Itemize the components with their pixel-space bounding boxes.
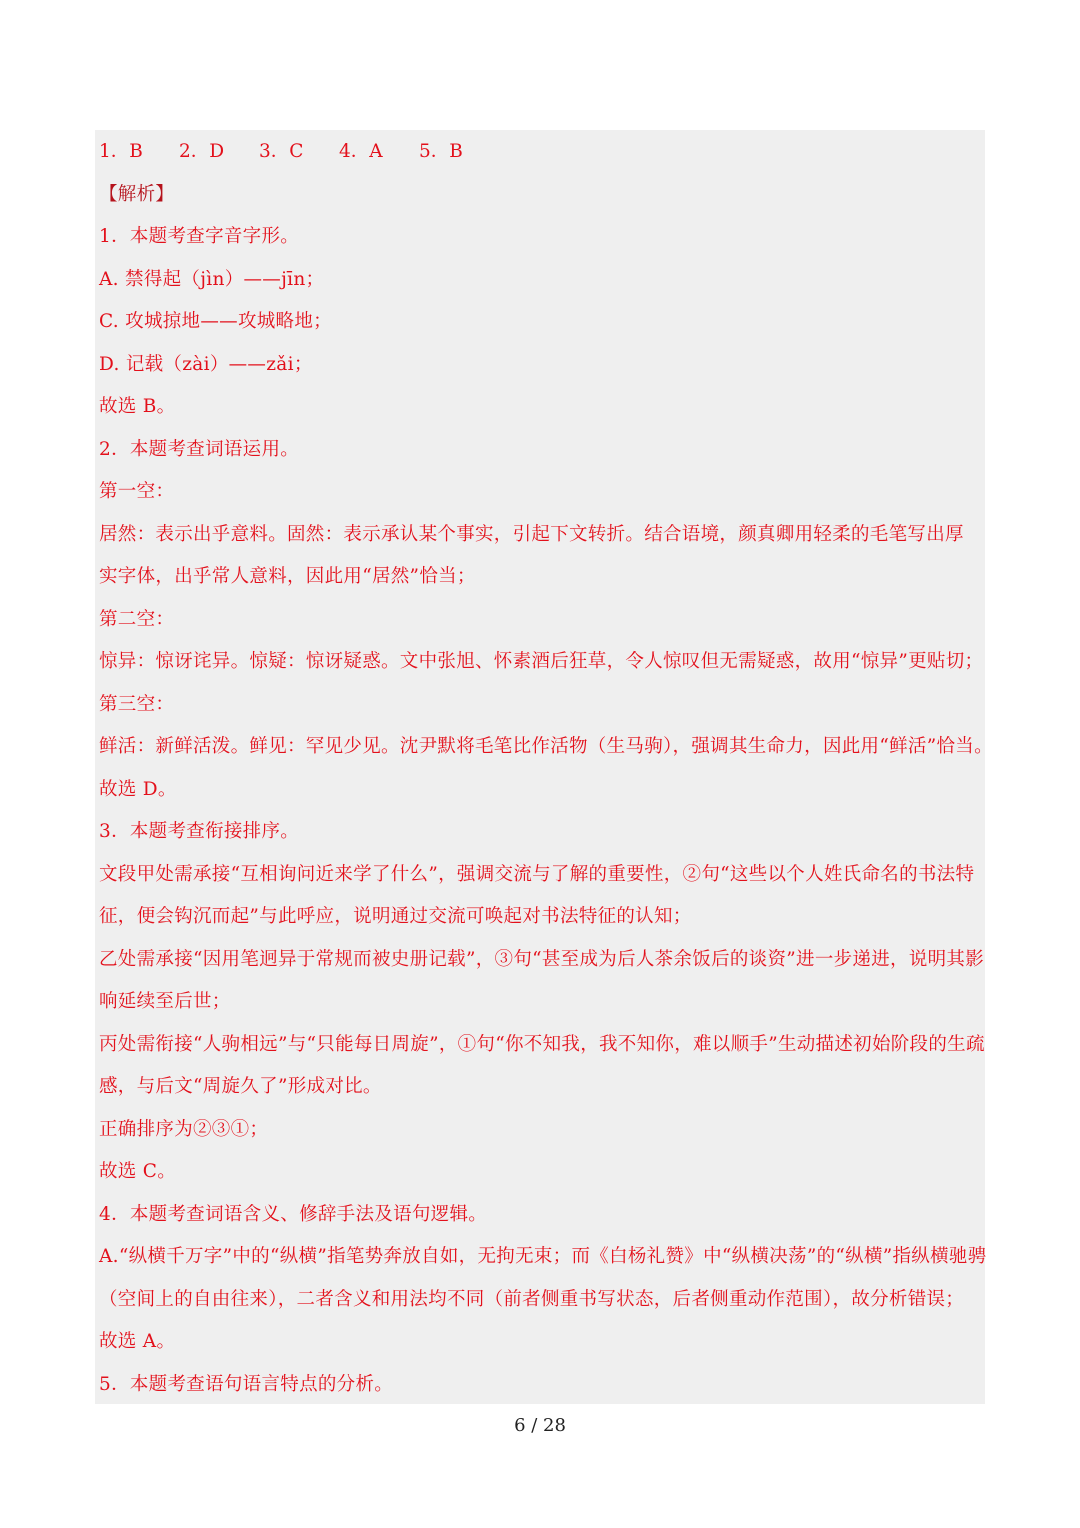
analysis-line: （空间上的自由往来），二者含义和用法均不同（前者侧重书写状态，后者侧重动作范围），故分析错误； [99,1289,965,1310]
analysis-heading: 【解析】 [99,184,175,205]
analysis-line: 文段甲处需承接“互相询问近来学了什么”，强调交流与了解的重要性，②句“这些以个人姓氏命名的书法特 [99,864,975,885]
analysis-line: 鲜活：新鲜活泼。鲜见：罕见少见。沈尹默将毛笔比作活物（生马驹），强调其生命力，因此用“鲜活”恰当。 [99,736,993,757]
answer-5: 5．B [419,141,463,162]
analysis-line: 惊异：惊讶诧异。惊疑：惊讶疑惑。文中张旭、怀素酒后狂草，令人惊叹但无需疑惑，故用“惊异”更贴切； [99,651,984,672]
analysis-line: 故选 B。 [99,396,176,417]
analysis-line: 3．本题考查衔接排序。 [99,821,300,842]
analysis-line: 实字体，出乎常人意料，因此用“居然”恰当； [99,566,476,587]
analysis-line: 正确排序为②③①； [99,1119,269,1140]
analysis-line: 乙处需承接“因用笔迥异于常规而被史册记载”，③句“甚至成为后人茶余饭后的谈资”进一步递进，说明其影 [99,949,985,970]
analysis-line: 2．本题考查词语运用。 [99,439,300,460]
analysis-line: A.“纵横千万字”中的“纵横”指笔势奔放自如，无拘无束；而《白杨礼赞》中“纵横决荡”的“纵横”指纵横驰骋 [99,1246,987,1267]
answer-1: 1．B [99,141,143,162]
page-number: 6 / 28 [514,1415,566,1436]
analysis-line: 4．本题考查词语含义、修辞手法及语句逻辑。 [99,1204,488,1225]
answer-3: 3．C [259,141,304,162]
analysis-line: 1．本题考查字音字形。 [99,226,300,247]
analysis-line: A. 禁得起（jìn）——jīn； [99,269,325,290]
analysis-line: 第三空： [99,694,175,715]
analysis-line: 感，与后文“周旋久了”形成对比。 [99,1076,382,1097]
analysis-line: 5．本题考查语句语言特点的分析。 [99,1374,394,1395]
analysis-line: 居然：表示出乎意料。固然：表示承认某个事实，引起下文转折。结合语境，颜真卿用轻柔的毛笔写出厚 [99,524,964,545]
analysis-line: 征，便会钩沉而起”与此呼应，说明通过交流可唤起对书法特征的认知； [99,906,692,927]
analysis-line: 故选 C。 [99,1161,177,1182]
analysis-line: 第二空： [99,609,175,630]
analysis-line: C. 攻城掠地——攻城略地； [99,311,332,332]
answer-2: 2．D [179,141,225,162]
analysis-line: D. 记载（zài）——zǎi； [99,354,313,375]
analysis-line: 故选 D。 [99,779,177,800]
analysis-line: 丙处需衔接“人驹相远”与“只能每日周旋”，①句“你不知我，我不知你，难以顺手”生动描述初始阶段的生疏 [99,1034,985,1055]
analysis-line: 故选 A。 [99,1331,176,1352]
analysis-line: 响延续至后世； [99,991,231,1012]
answer-4: 4．A [339,141,383,162]
answer-key-row [99,140,499,164]
analysis-line: 第一空： [99,481,175,502]
answer-analysis-panel [95,130,993,1404]
